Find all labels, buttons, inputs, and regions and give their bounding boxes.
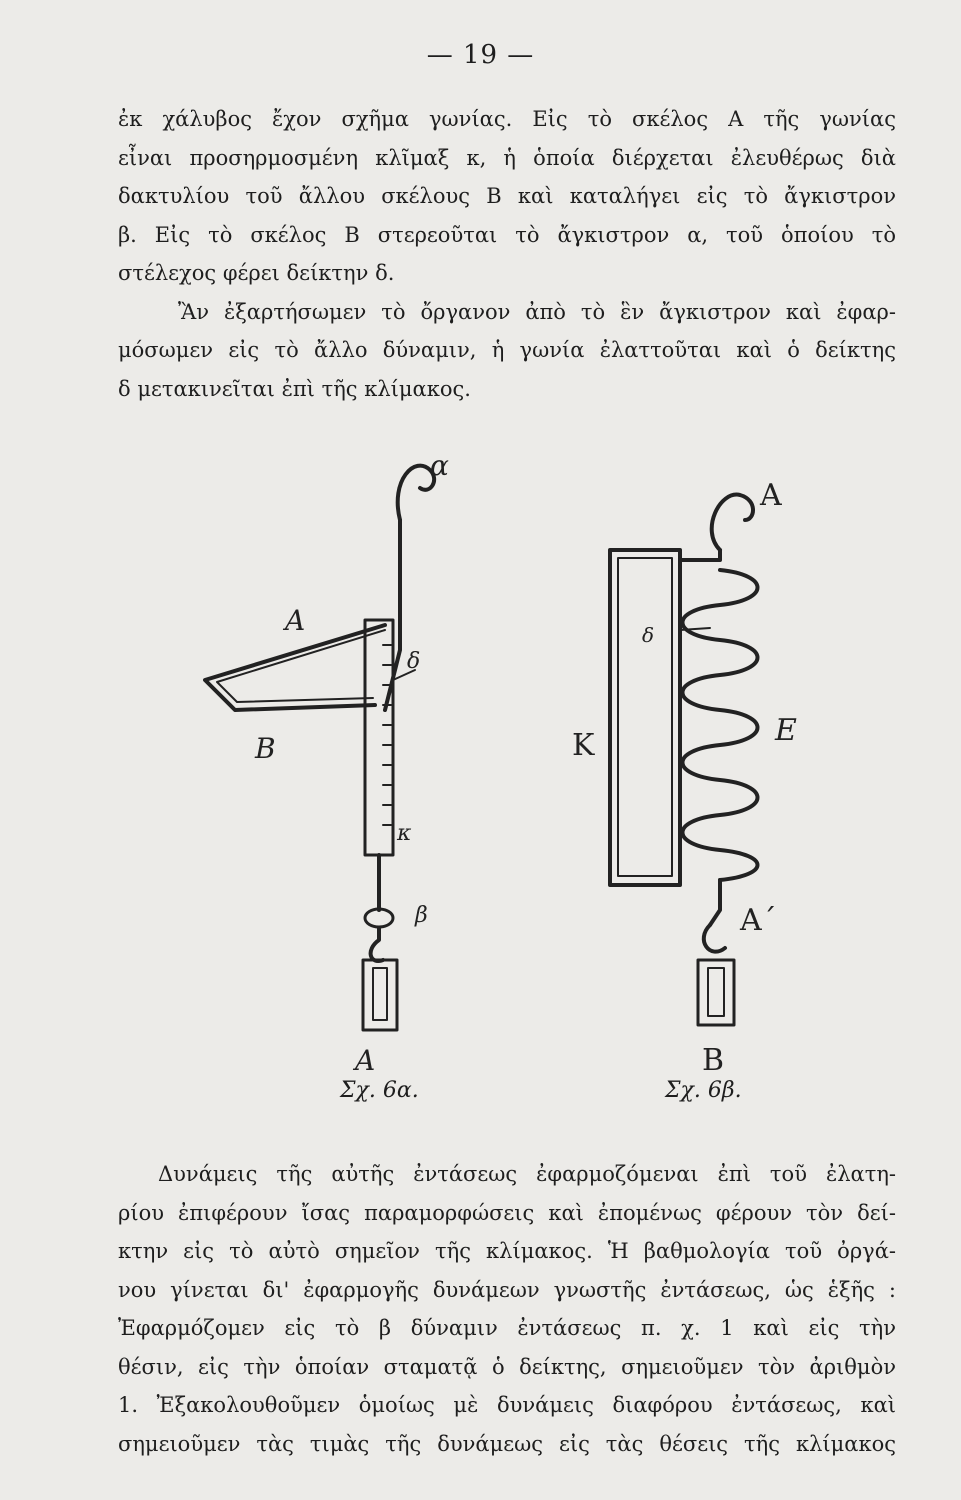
text-line: νου γίνεται δι' ἐφαρμογῆς δυνάμεων γνωστῆς ἐντάσεως, ὡς ἑξῆς : (118, 1277, 896, 1302)
caption-6a: Σχ. 6α. (340, 1078, 419, 1103)
coil-spring (683, 570, 758, 880)
label-A-top: Α (285, 604, 306, 637)
caption-6b: Σχ. 6β. (665, 1078, 742, 1103)
top-hook (712, 495, 753, 550)
page-number: — 19 — (426, 40, 535, 70)
label-E: Ε (775, 713, 797, 748)
top-paragraph (118, 100, 896, 408)
text-line: 1. Ἐξακολουθοῦμεν ὁμοίως μὲ δυνάμεις διαφόρου ἐντάσεως, καὶ (118, 1393, 896, 1417)
label-A: Α (760, 478, 782, 513)
figure-6b-coil-spring-balance (560, 470, 860, 1130)
label-alpha: α (430, 449, 449, 482)
text-line: μόσωμεν εἰς τὸ ἄλλο δύναμιν, ἡ γωνία ἐλαττοῦται καὶ ὁ δείκτης (118, 338, 896, 362)
label-K: Κ (572, 728, 595, 763)
label-kappa: κ (397, 821, 412, 846)
label-delta: δ (642, 623, 655, 647)
text-line: ἐκ χάλυβος ἔχον σχῆμα γωνίας. Εἰς τὸ σκέλος Α τῆς γωνίας (118, 107, 896, 131)
text-line: ρίου ἐπιφέρουν ἴσας παραμορφώσεις καὶ ἐπομένως φέρουν τὸν δεί- (118, 1200, 896, 1225)
text-line: στέλεχος φέρει δείκτην δ. (118, 261, 395, 285)
text-line: κτην εἰς τὸ αὐτὸ σημεῖον τῆς κλίμακος. Ἡ βαθμολογία τοῦ ὀργά- (118, 1239, 896, 1263)
label-delta: δ (407, 649, 421, 674)
label-A-prime: Α΄ (740, 903, 777, 938)
text-line: Δυνάμεις τῆς αὐτῆς ἐντάσεως ἐφαρμοζόμεναι ἐπὶ τοῦ ἐλατη- (158, 1162, 896, 1186)
text-line: Ἐφαρμόζομεν εἰς τὸ β δύναμιν ἐντάσεως π. χ. 1 καὶ εἰς τὴν (118, 1316, 896, 1340)
text-line: σημειοῦμεν τὰς τιμὰς τῆς δυνάμεως εἰς τὰς θέσεις τῆς κλίμακος (118, 1431, 896, 1456)
hook-alpha (398, 466, 434, 520)
bottom-paragraph (118, 1155, 896, 1463)
label-A-bottom: Α (355, 1044, 376, 1077)
label-beta: β (415, 903, 428, 928)
lower-hook (704, 925, 725, 952)
text-line: δακτυλίου τοῦ ἄλλου σκέλους Β καὶ καταλήγει εἰς τὸ ἄγκιστρον (118, 184, 896, 208)
text-line: δ μετακινεῖται ἐπὶ τῆς κλίμακος. (118, 376, 471, 401)
text-line: Ἂν ἐξαρτήσωμεν τὸ ὄργανον ἀπὸ τὸ ἓν ἄγκιστρον καὶ ἐφαρ- (178, 299, 896, 324)
hook-beta (371, 928, 383, 961)
figure-6a-spring-balance (175, 440, 475, 1100)
text-line: β. Εἰς τὸ σκέλος Β στερεοῦται τὸ ἄγκιστρον α, τοῦ ὁποίου τὸ (118, 222, 896, 247)
label-B: Β (255, 732, 276, 765)
scale-board (610, 550, 680, 885)
scale-bar (365, 620, 393, 855)
text-line: εἶναι προσηρμοσμένη κλῖμαξ κ, ἡ ὁποία διέρχεται ἐλευθέρως διὰ (118, 145, 896, 170)
label-B: Β (702, 1043, 725, 1078)
text-line: θέσιν, εἰς τὴν ὁποίαν σταματᾷ ὁ δείκτης, σημειοῦμεν τὸν ἀριθμὸν (118, 1354, 896, 1379)
